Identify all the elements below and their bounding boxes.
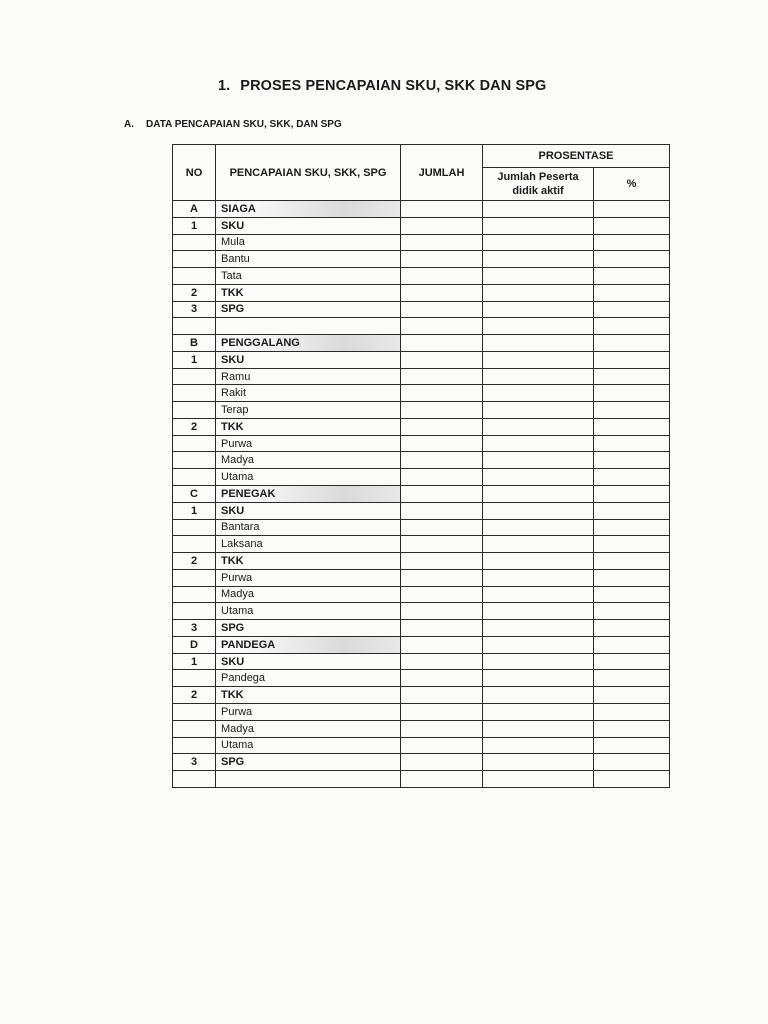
- cell-label: SKU: [216, 217, 401, 234]
- cell-jumlah-peserta: [483, 368, 594, 385]
- cell-persen: [594, 234, 670, 251]
- cell-persen: [594, 536, 670, 553]
- cell-jumlah: [401, 301, 483, 318]
- cell-persen: [594, 636, 670, 653]
- table-row: [173, 754, 670, 771]
- table-row: [173, 251, 670, 268]
- cell-label: Madya: [216, 452, 401, 469]
- cell-label: Mula: [216, 234, 401, 251]
- cell-no: [173, 268, 216, 285]
- cell-persen: [594, 486, 670, 503]
- cell-jumlah: [401, 452, 483, 469]
- cell-no: [173, 586, 216, 603]
- cell-jumlah: [401, 670, 483, 687]
- table-row: [173, 603, 670, 620]
- cell-persen: [594, 418, 670, 435]
- cell-jumlah-peserta: [483, 452, 594, 469]
- cell-label: Utama: [216, 603, 401, 620]
- cell-persen: [594, 670, 670, 687]
- table-row: [173, 569, 670, 586]
- table-row: [173, 234, 670, 251]
- cell-no: 2: [173, 284, 216, 301]
- cell-no: [173, 720, 216, 737]
- cell-jumlah-peserta: [483, 351, 594, 368]
- table-row: [173, 418, 670, 435]
- cell-label: Utama: [216, 737, 401, 754]
- cell-label: SKU: [216, 502, 401, 519]
- cell-jumlah: [401, 435, 483, 452]
- cell-label: Tata: [216, 268, 401, 285]
- cell-jumlah-peserta: [483, 418, 594, 435]
- cell-jumlah: [401, 603, 483, 620]
- cell-no: [173, 603, 216, 620]
- section-letter: A.: [124, 119, 134, 130]
- cell-label: Terap: [216, 402, 401, 419]
- header-no: NO: [173, 145, 216, 201]
- cell-label: Ramu: [216, 368, 401, 385]
- table-row: [173, 335, 670, 352]
- cell-no: [173, 234, 216, 251]
- cell-jumlah-peserta: [483, 435, 594, 452]
- table-body: [173, 201, 670, 788]
- cell-no: [173, 737, 216, 754]
- cell-no: [173, 569, 216, 586]
- cell-no: 1: [173, 351, 216, 368]
- table-row: [173, 318, 670, 335]
- cell-jumlah-peserta: [483, 754, 594, 771]
- cell-no: [173, 670, 216, 687]
- cell-label: SPG: [216, 754, 401, 771]
- cell-jumlah: [401, 418, 483, 435]
- header-jumlah-peserta-text: Jumlah Peserta didik aktif: [497, 171, 579, 197]
- cell-label: SIAGA: [216, 201, 401, 218]
- cell-persen: [594, 720, 670, 737]
- cell-persen: [594, 519, 670, 536]
- cell-jumlah-peserta: [483, 385, 594, 402]
- cell-no: 2: [173, 418, 216, 435]
- table-row: [173, 301, 670, 318]
- cell-jumlah-peserta: [483, 569, 594, 586]
- cell-no: D: [173, 636, 216, 653]
- cell-no: B: [173, 335, 216, 352]
- cell-no: [173, 251, 216, 268]
- cell-persen: [594, 385, 670, 402]
- title-text: PROSES PENCAPAIAN SKU, SKK DAN SPG: [240, 78, 547, 94]
- cell-label: TKK: [216, 284, 401, 301]
- cell-jumlah-peserta: [483, 486, 594, 503]
- cell-no: 3: [173, 620, 216, 637]
- cell-jumlah: [401, 351, 483, 368]
- cell-label: SKU: [216, 351, 401, 368]
- header-jumlah-peserta: [483, 168, 594, 201]
- cell-persen: [594, 653, 670, 670]
- table-row: [173, 586, 670, 603]
- cell-jumlah-peserta: [483, 335, 594, 352]
- cell-jumlah-peserta: [483, 737, 594, 754]
- cell-no: [173, 318, 216, 335]
- page-title: [218, 78, 546, 94]
- table-row: [173, 201, 670, 218]
- cell-jumlah-peserta: [483, 553, 594, 570]
- cell-jumlah: [401, 771, 483, 788]
- cell-label: Purwa: [216, 569, 401, 586]
- cell-jumlah: [401, 284, 483, 301]
- cell-persen: [594, 620, 670, 637]
- cell-jumlah-peserta: [483, 201, 594, 218]
- cell-label: TKK: [216, 687, 401, 704]
- header-prosentase: PROSENTASE: [483, 145, 670, 168]
- cell-label: Madya: [216, 586, 401, 603]
- cell-no: 3: [173, 754, 216, 771]
- table-row: [173, 217, 670, 234]
- cell-no: [173, 519, 216, 536]
- cell-jumlah-peserta: [483, 703, 594, 720]
- cell-persen: [594, 251, 670, 268]
- table-row: [173, 519, 670, 536]
- table-row: [173, 536, 670, 553]
- cell-jumlah: [401, 687, 483, 704]
- cell-persen: [594, 284, 670, 301]
- cell-no: 2: [173, 687, 216, 704]
- cell-persen: [594, 771, 670, 788]
- cell-jumlah: [401, 268, 483, 285]
- cell-jumlah: [401, 402, 483, 419]
- table-row: [173, 636, 670, 653]
- table-row: [173, 486, 670, 503]
- cell-jumlah-peserta: [483, 670, 594, 687]
- cell-label: Rakit: [216, 385, 401, 402]
- cell-persen: [594, 586, 670, 603]
- cell-jumlah-peserta: [483, 301, 594, 318]
- cell-no: 1: [173, 653, 216, 670]
- cell-label: SPG: [216, 301, 401, 318]
- cell-jumlah: [401, 519, 483, 536]
- achievement-table: [172, 144, 670, 788]
- table-row: [173, 435, 670, 452]
- cell-jumlah: [401, 636, 483, 653]
- cell-persen: [594, 553, 670, 570]
- table-row: [173, 670, 670, 687]
- table-row: [173, 553, 670, 570]
- cell-persen: [594, 703, 670, 720]
- table-row: [173, 351, 670, 368]
- section-title: [124, 119, 342, 130]
- cell-label: SPG: [216, 620, 401, 637]
- cell-label: PENGGALANG: [216, 335, 401, 352]
- cell-persen: [594, 268, 670, 285]
- cell-label: Utama: [216, 469, 401, 486]
- table-row: [173, 385, 670, 402]
- cell-persen: [594, 301, 670, 318]
- cell-persen: [594, 469, 670, 486]
- cell-label: Bantara: [216, 519, 401, 536]
- cell-jumlah: [401, 620, 483, 637]
- cell-jumlah: [401, 234, 483, 251]
- header-pencapaian: PENCAPAIAN SKU, SKK, SPG: [216, 145, 401, 201]
- cell-jumlah-peserta: [483, 636, 594, 653]
- cell-no: 2: [173, 553, 216, 570]
- cell-label: [216, 771, 401, 788]
- cell-persen: [594, 368, 670, 385]
- cell-jumlah-peserta: [483, 771, 594, 788]
- section-text: DATA PENCAPAIAN SKU, SKK, DAN SPG: [146, 119, 342, 130]
- cell-jumlah-peserta: [483, 234, 594, 251]
- cell-jumlah-peserta: [483, 687, 594, 704]
- cell-no: [173, 452, 216, 469]
- header-persen: %: [594, 168, 670, 201]
- header-jumlah: JUMLAH: [401, 145, 483, 201]
- cell-no: 1: [173, 502, 216, 519]
- cell-label: TKK: [216, 418, 401, 435]
- cell-label: Purwa: [216, 703, 401, 720]
- title-number: 1.: [218, 78, 231, 94]
- cell-jumlah: [401, 201, 483, 218]
- table-row: [173, 687, 670, 704]
- cell-persen: [594, 687, 670, 704]
- cell-label: Pandega: [216, 670, 401, 687]
- table-row: [173, 720, 670, 737]
- table-row: [173, 268, 670, 285]
- cell-label: Laksana: [216, 536, 401, 553]
- cell-jumlah-peserta: [483, 251, 594, 268]
- cell-jumlah-peserta: [483, 402, 594, 419]
- cell-jumlah: [401, 536, 483, 553]
- cell-persen: [594, 754, 670, 771]
- cell-jumlah-peserta: [483, 603, 594, 620]
- cell-jumlah: [401, 586, 483, 603]
- cell-jumlah: [401, 754, 483, 771]
- cell-persen: [594, 452, 670, 469]
- cell-jumlah: [401, 502, 483, 519]
- cell-jumlah: [401, 653, 483, 670]
- cell-no: [173, 435, 216, 452]
- table-row: [173, 620, 670, 637]
- cell-jumlah: [401, 569, 483, 586]
- cell-persen: [594, 435, 670, 452]
- cell-persen: [594, 201, 670, 218]
- cell-label: [216, 318, 401, 335]
- cell-jumlah-peserta: [483, 469, 594, 486]
- table-row: [173, 502, 670, 519]
- cell-jumlah-peserta: [483, 268, 594, 285]
- cell-persen: [594, 402, 670, 419]
- cell-no: C: [173, 486, 216, 503]
- cell-no: 3: [173, 301, 216, 318]
- table-row: [173, 771, 670, 788]
- cell-jumlah: [401, 385, 483, 402]
- cell-jumlah: [401, 217, 483, 234]
- cell-no: [173, 402, 216, 419]
- table-row: [173, 402, 670, 419]
- cell-jumlah-peserta: [483, 217, 594, 234]
- cell-no: [173, 368, 216, 385]
- table-row: [173, 653, 670, 670]
- cell-jumlah: [401, 251, 483, 268]
- cell-no: [173, 771, 216, 788]
- cell-persen: [594, 318, 670, 335]
- cell-no: 1: [173, 217, 216, 234]
- cell-persen: [594, 335, 670, 352]
- cell-persen: [594, 502, 670, 519]
- cell-persen: [594, 569, 670, 586]
- cell-jumlah: [401, 469, 483, 486]
- cell-jumlah: [401, 720, 483, 737]
- cell-label: TKK: [216, 553, 401, 570]
- table-row: [173, 452, 670, 469]
- table-row: [173, 368, 670, 385]
- cell-no: [173, 469, 216, 486]
- cell-jumlah: [401, 368, 483, 385]
- cell-no: [173, 385, 216, 402]
- cell-jumlah-peserta: [483, 318, 594, 335]
- cell-jumlah-peserta: [483, 653, 594, 670]
- table-row: [173, 469, 670, 486]
- cell-label: PANDEGA: [216, 636, 401, 653]
- cell-jumlah-peserta: [483, 620, 594, 637]
- cell-label: Bantu: [216, 251, 401, 268]
- cell-label: PENEGAK: [216, 486, 401, 503]
- cell-label: Purwa: [216, 435, 401, 452]
- table-row: [173, 284, 670, 301]
- cell-jumlah-peserta: [483, 284, 594, 301]
- cell-jumlah: [401, 737, 483, 754]
- cell-jumlah: [401, 318, 483, 335]
- cell-jumlah-peserta: [483, 536, 594, 553]
- cell-no: [173, 703, 216, 720]
- cell-jumlah: [401, 553, 483, 570]
- cell-jumlah-peserta: [483, 519, 594, 536]
- cell-persen: [594, 217, 670, 234]
- cell-jumlah: [401, 703, 483, 720]
- cell-jumlah-peserta: [483, 586, 594, 603]
- cell-label: Madya: [216, 720, 401, 737]
- cell-persen: [594, 603, 670, 620]
- cell-no: A: [173, 201, 216, 218]
- table-row: [173, 737, 670, 754]
- table-row: [173, 703, 670, 720]
- cell-label: SKU: [216, 653, 401, 670]
- cell-persen: [594, 737, 670, 754]
- cell-jumlah-peserta: [483, 720, 594, 737]
- cell-jumlah: [401, 335, 483, 352]
- cell-jumlah-peserta: [483, 502, 594, 519]
- cell-persen: [594, 351, 670, 368]
- cell-jumlah: [401, 486, 483, 503]
- cell-no: [173, 536, 216, 553]
